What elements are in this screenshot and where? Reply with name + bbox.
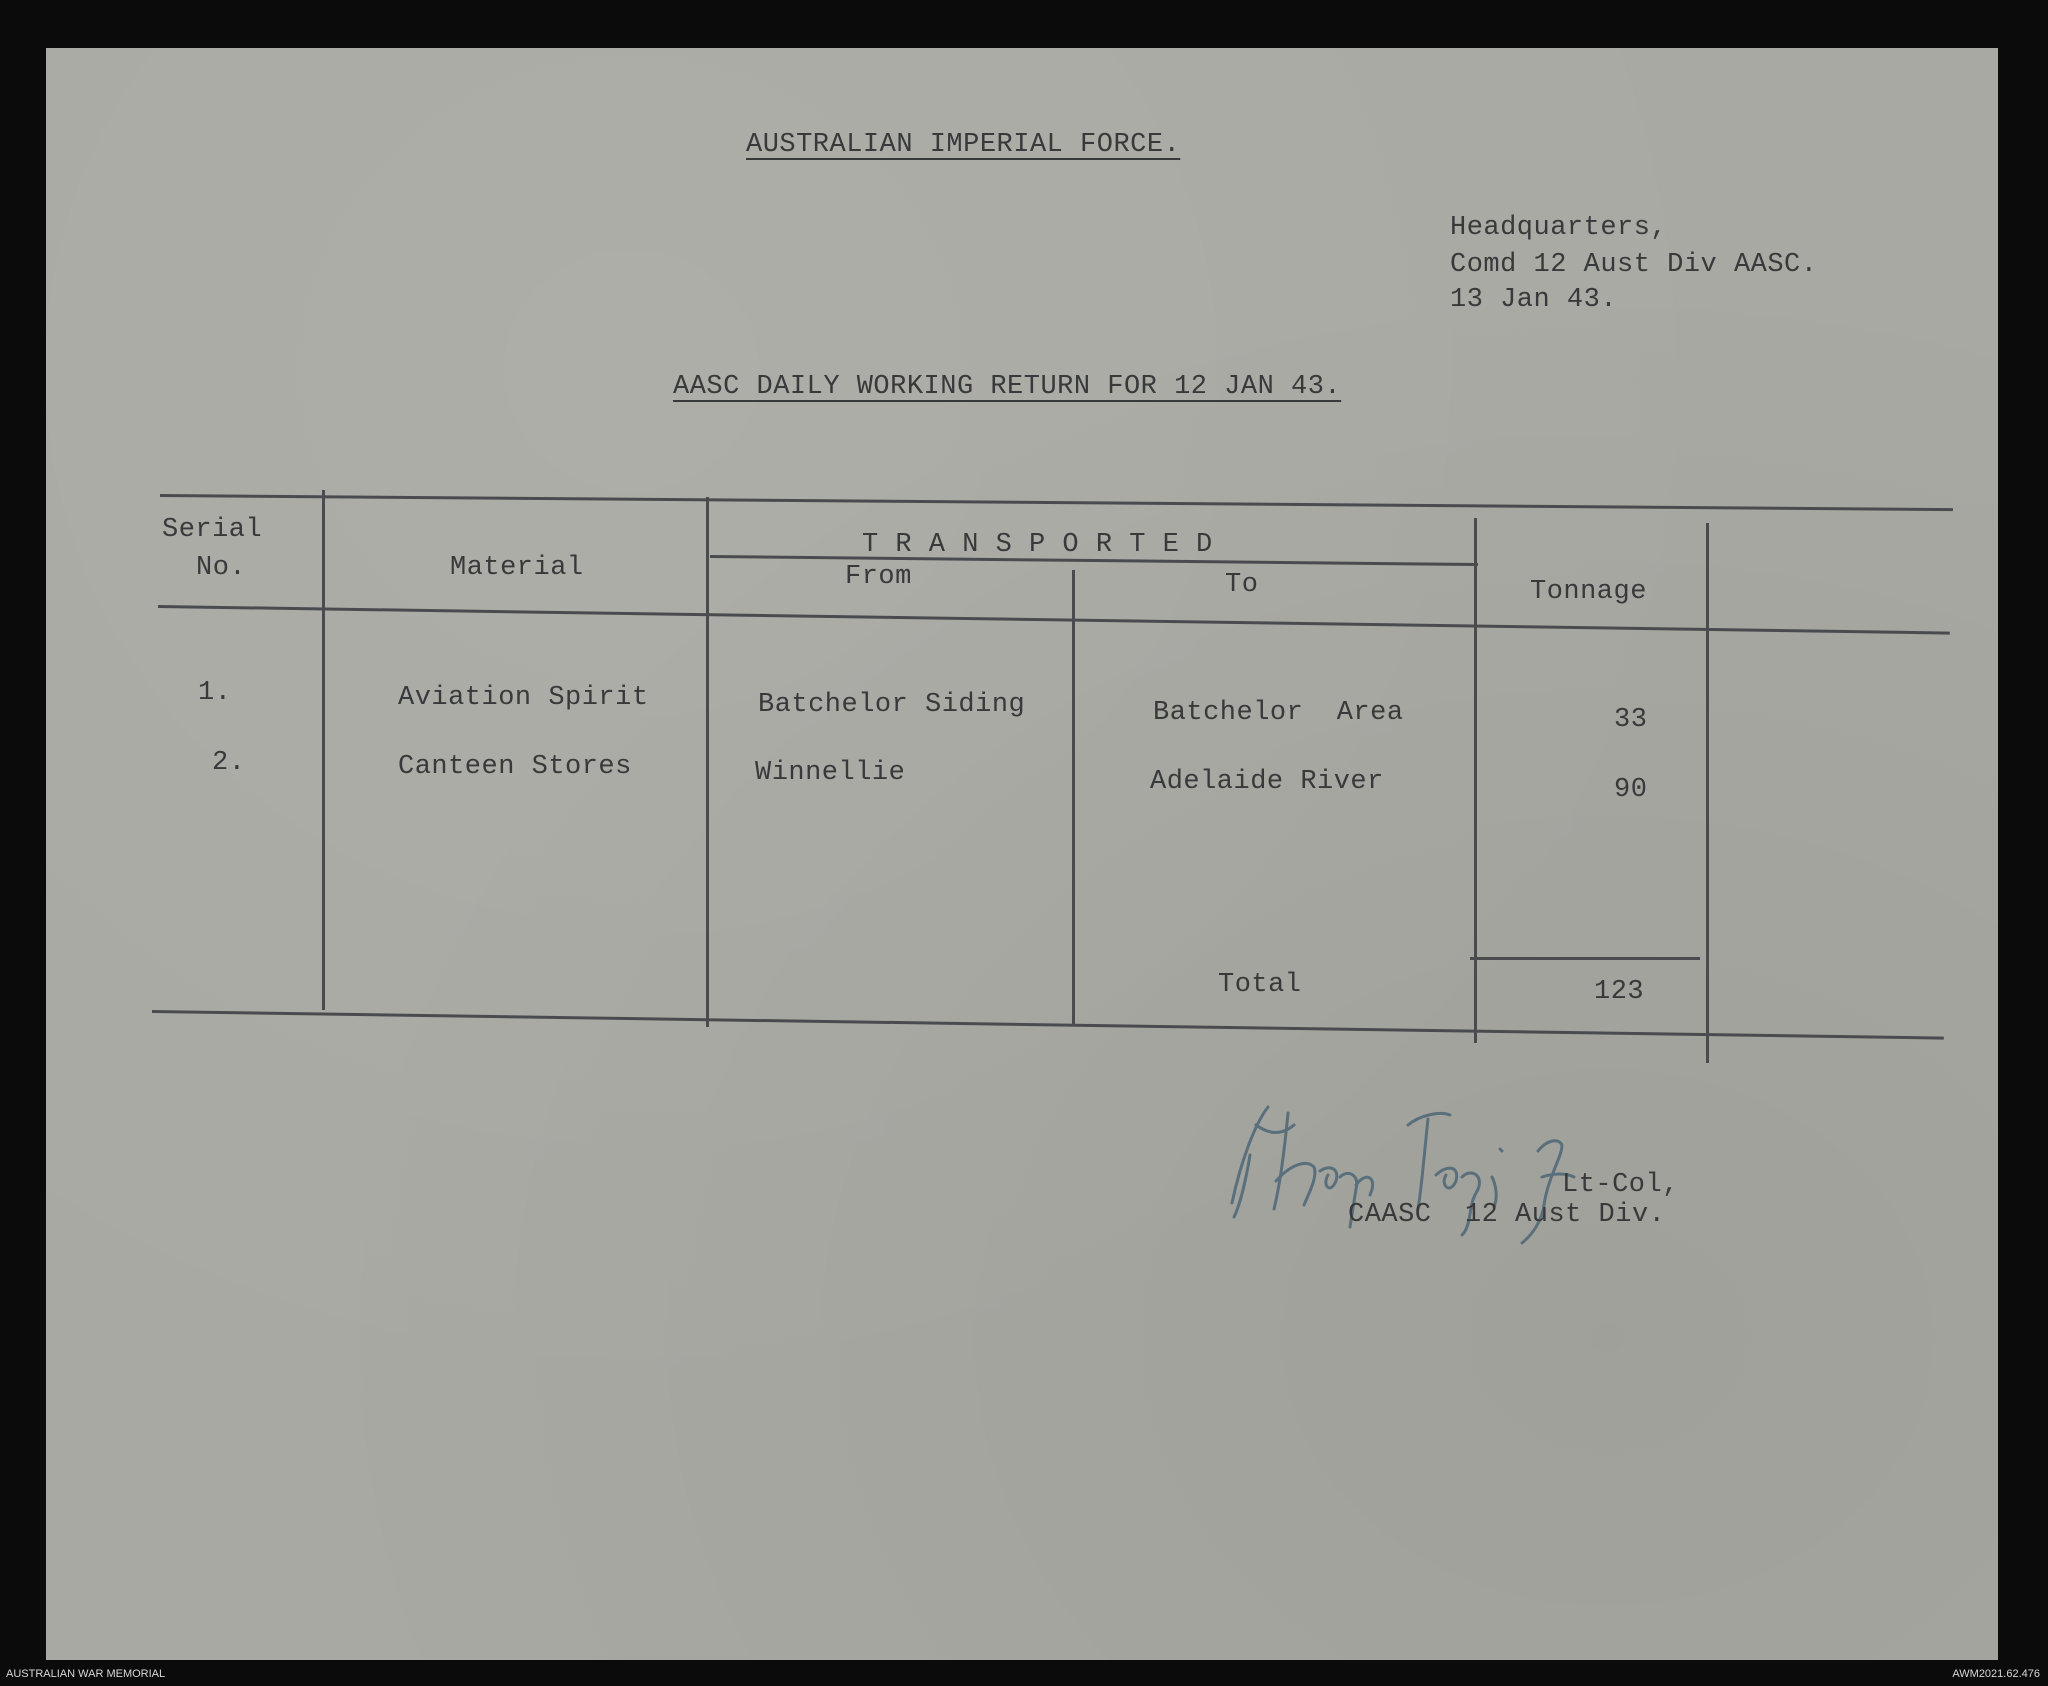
header-serial: Serial [162, 515, 263, 545]
row-1-from: Batchelor Siding [758, 690, 1026, 720]
total-rule [1470, 957, 1700, 960]
header-from: From [845, 562, 912, 592]
accession-number: AWM2021.62.476 [1952, 1668, 2040, 1680]
row-1-to: Batchelor Area [1153, 698, 1404, 728]
row-2-to: Adelaide River [1150, 767, 1384, 797]
row-2-material: Canteen Stores [398, 752, 632, 782]
column-divider-5 [1706, 523, 1709, 1063]
column-divider-3 [1072, 570, 1075, 1025]
signature-rank: Lt-Col, [1562, 1170, 1679, 1200]
address-line-1: Headquarters, [1450, 213, 1668, 243]
header-tonnage: Tonnage [1530, 577, 1647, 607]
return-title: AASC DAILY WORKING RETURN FOR 12 JAN 43. [673, 372, 1342, 402]
row-1-material: Aviation Spirit [398, 683, 649, 713]
header-material: Material [450, 553, 584, 583]
row-2-tonnage: 90 [1614, 775, 1648, 805]
signature-unit: CAASC 12 Aust Div. [1348, 1200, 1666, 1230]
total-label: Total [1218, 970, 1302, 1000]
row-2-serial: 2. [212, 748, 246, 778]
column-divider-1 [322, 490, 325, 1010]
column-divider-4 [1474, 518, 1477, 1043]
row-2-from: Winnellie [755, 758, 906, 788]
archive-credit: AUSTRALIAN WAR MEMORIAL [6, 1668, 166, 1680]
header-to: To [1225, 570, 1259, 600]
column-divider-2 [706, 497, 709, 1027]
header-transported: T R A N S P O R T E D [862, 530, 1213, 560]
row-1-serial: 1. [198, 678, 232, 708]
document-title: AUSTRALIAN IMPERIAL FORCE. [746, 130, 1181, 160]
row-1-tonnage: 33 [1614, 705, 1648, 735]
address-line-2: Comd 12 Aust Div AASC. [1450, 250, 1818, 280]
header-serial-no: No. [196, 553, 247, 583]
total-value: 123 [1594, 977, 1645, 1007]
address-date: 13 Jan 43. [1450, 285, 1618, 315]
